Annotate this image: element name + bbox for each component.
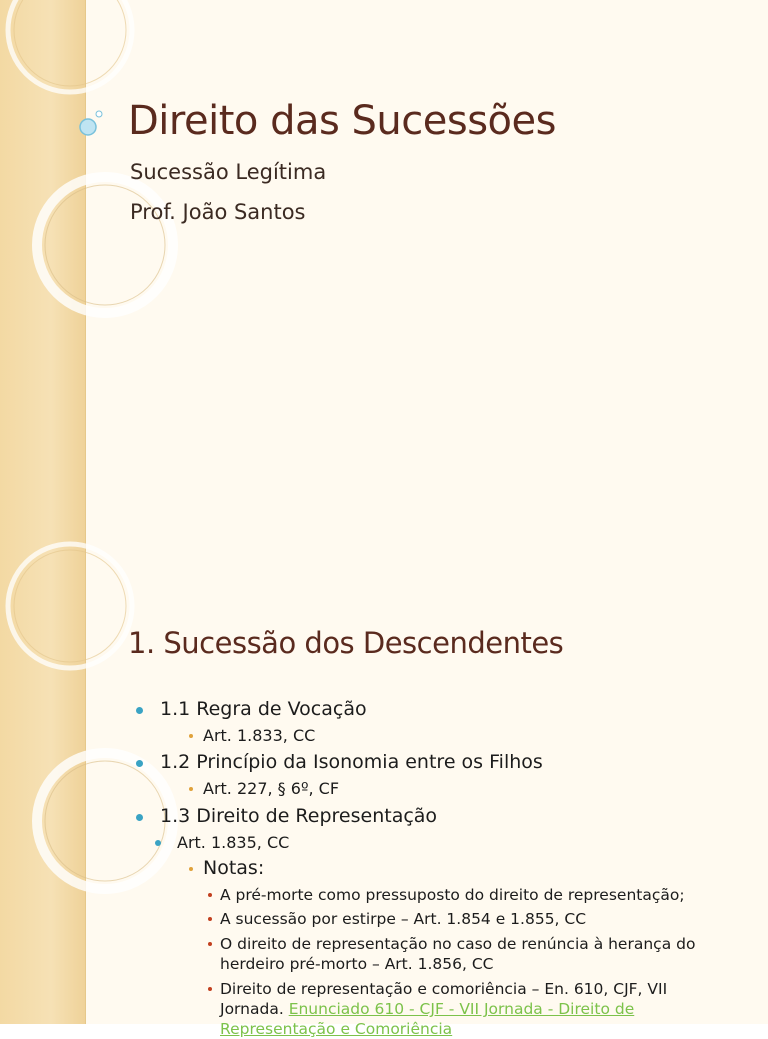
slide-author: Prof. João Santos [130, 200, 306, 224]
enunciado-link-continuation[interactable]: Representação e Comoriência [220, 1020, 453, 1038]
slide-title: Direito das Sucessões [128, 98, 556, 144]
list-item: 1.3 Direito de Representação [160, 805, 438, 827]
note-item-continuation: herdeiro pré-morto – Art. 1.856, CC [220, 955, 494, 973]
content-slide [0, 576, 768, 1038]
note-item: A pré-morte como pressuposto do direito de representação; [220, 886, 685, 904]
note-item-continuation [220, 1000, 634, 1019]
note-text: Jornada. [220, 1000, 284, 1018]
list-subitem: Art. 1.835, CC [177, 833, 290, 852]
notes-label: Notas: [203, 857, 265, 879]
list-subitem: Art. 1.833, CC [203, 726, 316, 745]
note-item: Direito de representação e comoriência – En. 610, CJF, VII [220, 980, 668, 998]
note-item: A sucessão por estirpe – Art. 1.854 e 1.855, CC [220, 910, 587, 928]
list-subitem: Art. 227, § 6º, CF [203, 779, 340, 798]
decorative-rings [0, 0, 200, 576]
list-item: 1.2 Princípio da Isonomia entre os Filhos [160, 751, 543, 773]
enunciado-link[interactable]: Enunciado 610 - CJF - VII Jornada - Direito de [288, 1000, 635, 1018]
list-item: 1.1 Regra de Vocação [160, 698, 367, 720]
slide-subtitle: Sucessão Legítima [130, 160, 327, 184]
note-item: O direito de representação no caso de renúncia à herança do [220, 935, 696, 953]
slide-title: 1. Sucessão dos Descendentes [128, 626, 564, 660]
